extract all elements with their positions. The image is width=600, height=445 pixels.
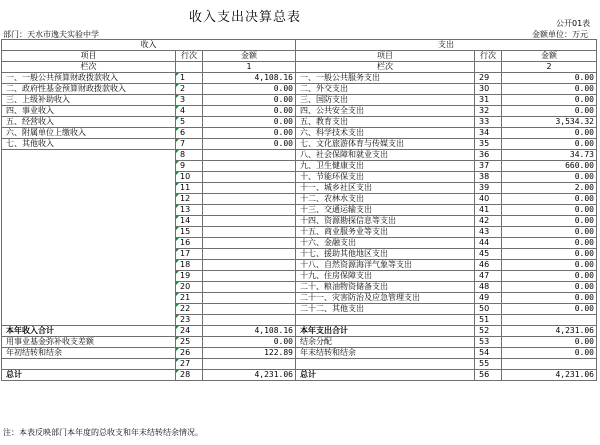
table-row bbox=[2, 95, 597, 106]
expense-amount-cell: 3,534.32 bbox=[502, 117, 597, 128]
income-line-cell: 8 bbox=[176, 150, 203, 161]
income-item-cell bbox=[2, 359, 176, 370]
income-col-number: 1 bbox=[203, 62, 296, 73]
expense-seq-label: 栏次 bbox=[296, 62, 475, 73]
expense-amount-cell: 0.00 bbox=[502, 249, 597, 260]
expense-amount-cell: 0.00 bbox=[502, 205, 597, 216]
expense-item-cell: 四、公共安全支出 bbox=[296, 106, 475, 117]
expense-amount-cell: 0.00 bbox=[502, 282, 597, 293]
report-title: 收入支出决算总表 bbox=[188, 10, 301, 25]
column-number-row bbox=[2, 62, 597, 73]
expense-line-cell: 53 bbox=[475, 337, 502, 348]
expense-line-cell: 50 bbox=[475, 304, 502, 315]
income-item-cell: 四、事业收入 bbox=[2, 106, 176, 117]
income-line-cell: 14 bbox=[176, 216, 203, 227]
income-line-cell: 18 bbox=[176, 260, 203, 271]
expense-line-cell: 38 bbox=[475, 172, 502, 183]
expense-item-cell: 十八、自然资源海洋气象等支出 bbox=[296, 260, 475, 271]
income-item-cell bbox=[2, 315, 176, 326]
expense-line-cell: 32 bbox=[475, 106, 502, 117]
expense-amount-cell: 2.00 bbox=[502, 183, 597, 194]
expense-amount-cell: 0.00 bbox=[502, 304, 597, 315]
expense-line-cell: 34 bbox=[475, 128, 502, 139]
section-header-row bbox=[2, 40, 597, 51]
expense-item-cell: 八、社会保障和就业支出 bbox=[296, 150, 475, 161]
expense-item-cell: 二、外交支出 bbox=[296, 84, 475, 95]
income-item-cell: 本年收入合计 bbox=[2, 326, 176, 337]
expense-item-cell: 十二、农林水支出 bbox=[296, 194, 475, 205]
income-amount-cell: 122.89 bbox=[203, 348, 296, 359]
income-line-cell: 1 bbox=[176, 73, 203, 84]
footnote: 注：本表反映部门本年度的总收支和年末结转结余情况。 bbox=[3, 428, 203, 437]
expense-amount-cell: 0.00 bbox=[502, 293, 597, 304]
expense-amount-cell: 0.00 bbox=[502, 128, 597, 139]
income-amount-cell bbox=[203, 359, 296, 370]
expense-amount-cell: 0.00 bbox=[502, 216, 597, 227]
expense-item-cell bbox=[296, 315, 475, 326]
year-total-row bbox=[2, 326, 597, 337]
expense-amount-cell: 0.00 bbox=[502, 95, 597, 106]
income-item-cell bbox=[2, 260, 176, 271]
table-row bbox=[2, 304, 597, 315]
expense-line-cell: 31 bbox=[475, 95, 502, 106]
income-line-cell: 5 bbox=[176, 117, 203, 128]
income-item-cell bbox=[2, 238, 176, 249]
income-amount-cell bbox=[203, 315, 296, 326]
income-amount-cell bbox=[203, 205, 296, 216]
expense-line-cell: 44 bbox=[475, 238, 502, 249]
expense-line-cell: 29 bbox=[475, 73, 502, 84]
table-row bbox=[2, 128, 597, 139]
expense-item-cell: 七、文化旅游体育与传媒支出 bbox=[296, 139, 475, 150]
income-line-cell: 17 bbox=[176, 249, 203, 260]
expense-amount-cell: 0.00 bbox=[502, 139, 597, 150]
income-amount-cell: 0.00 bbox=[203, 95, 296, 106]
form-code: 公开01表 bbox=[556, 19, 591, 28]
income-item-cell bbox=[2, 216, 176, 227]
income-amount-cell: 0.00 bbox=[203, 337, 296, 348]
income-line-cell: 22 bbox=[176, 304, 203, 315]
expense-seq-blank bbox=[475, 62, 502, 73]
income-amount-cell bbox=[203, 227, 296, 238]
expense-line-cell: 39 bbox=[475, 183, 502, 194]
income-amount-cell: 0.00 bbox=[203, 128, 296, 139]
income-amount-cell: 0.00 bbox=[203, 139, 296, 150]
expense-item-cell: 十四、资源勘探信息等支出 bbox=[296, 216, 475, 227]
income-amount-cell: 4,108.16 bbox=[203, 73, 296, 84]
income-amount-cell: 0.00 bbox=[203, 84, 296, 95]
table-row bbox=[2, 205, 597, 216]
expense-line-cell: 37 bbox=[475, 161, 502, 172]
expense-line-cell: 46 bbox=[475, 260, 502, 271]
table-row bbox=[2, 216, 597, 227]
expense-item-cell: 二十二、其他支出 bbox=[296, 304, 475, 315]
table-row bbox=[2, 293, 597, 304]
income-amount-cell bbox=[203, 282, 296, 293]
income-item-cell bbox=[2, 172, 176, 183]
expense-amount-cell bbox=[502, 315, 597, 326]
table-row bbox=[2, 271, 597, 282]
income-amount-cell bbox=[203, 260, 296, 271]
expense-item-header: 项目 bbox=[296, 51, 475, 62]
income-amount-cell bbox=[203, 150, 296, 161]
income-item-cell bbox=[2, 249, 176, 260]
expense-item-cell: 十三、交通运输支出 bbox=[296, 205, 475, 216]
income-item-cell bbox=[2, 194, 176, 205]
expense-line-cell: 41 bbox=[475, 205, 502, 216]
expense-line-cell: 56 bbox=[475, 370, 502, 381]
income-line-cell: 24 bbox=[176, 326, 203, 337]
income-line-cell: 7 bbox=[176, 139, 203, 150]
expense-line-cell: 48 bbox=[475, 282, 502, 293]
income-item-cell bbox=[2, 227, 176, 238]
expense-item-cell: 年末结转和结余 bbox=[296, 348, 475, 359]
income-item-cell: 六、附属单位上缴收入 bbox=[2, 128, 176, 139]
expense-item-cell: 十、节能环保支出 bbox=[296, 172, 475, 183]
income-line-cell: 12 bbox=[176, 194, 203, 205]
income-amount-cell bbox=[203, 304, 296, 315]
expense-item-cell: 总计 bbox=[296, 370, 475, 381]
table-row bbox=[2, 106, 597, 117]
income-item-cell bbox=[2, 304, 176, 315]
income-item-cell bbox=[2, 282, 176, 293]
expense-item-cell: 十五、商业服务业等支出 bbox=[296, 227, 475, 238]
expense-item-cell: 十六、金融支出 bbox=[296, 238, 475, 249]
expense-line-cell: 33 bbox=[475, 117, 502, 128]
income-amount-cell bbox=[203, 216, 296, 227]
income-line-cell: 25 bbox=[176, 337, 203, 348]
income-line-cell: 26 bbox=[176, 348, 203, 359]
expense-line-cell: 55 bbox=[475, 359, 502, 370]
expense-line-cell: 47 bbox=[475, 271, 502, 282]
expense-amount-header: 金额 bbox=[502, 51, 597, 62]
expense-amount-cell: 0.00 bbox=[502, 227, 597, 238]
income-item-cell: 用事业基金弥补收支差额 bbox=[2, 337, 176, 348]
income-line-cell: 11 bbox=[176, 183, 203, 194]
expense-line-cell: 49 bbox=[475, 293, 502, 304]
table-row bbox=[2, 315, 597, 326]
expense-item-cell bbox=[296, 359, 475, 370]
expense-item-cell: 二十一、灾害防治及应急管理支出 bbox=[296, 293, 475, 304]
income-line-cell: 9 bbox=[176, 161, 203, 172]
expense-line-header: 行次 bbox=[475, 51, 502, 62]
expense-line-cell: 51 bbox=[475, 315, 502, 326]
table-row bbox=[2, 73, 597, 84]
expense-item-cell: 六、科学技术支出 bbox=[296, 128, 475, 139]
income-item-cell bbox=[2, 150, 176, 161]
income-amount-header: 金额 bbox=[203, 51, 296, 62]
income-amount-cell bbox=[203, 161, 296, 172]
expense-line-cell: 54 bbox=[475, 348, 502, 359]
expense-line-cell: 36 bbox=[475, 150, 502, 161]
table-row bbox=[2, 139, 597, 150]
expense-line-cell: 43 bbox=[475, 227, 502, 238]
income-amount-cell bbox=[203, 271, 296, 282]
income-line-cell: 2 bbox=[176, 84, 203, 95]
expense-item-cell: 结余分配 bbox=[296, 337, 475, 348]
department-label: 部门：天水市逸夫实验中学 bbox=[3, 30, 99, 39]
income-line-cell: 28 bbox=[176, 370, 203, 381]
expense-amount-cell: 0.00 bbox=[502, 172, 597, 183]
income-line-cell: 23 bbox=[176, 315, 203, 326]
grand-total-row bbox=[2, 370, 597, 381]
table-row bbox=[2, 172, 597, 183]
income-amount-cell bbox=[203, 293, 296, 304]
income-line-cell: 19 bbox=[176, 271, 203, 282]
expense-line-cell: 45 bbox=[475, 249, 502, 260]
income-item-cell bbox=[2, 293, 176, 304]
income-line-cell: 6 bbox=[176, 128, 203, 139]
income-line-header: 行次 bbox=[176, 51, 203, 62]
income-line-cell: 16 bbox=[176, 238, 203, 249]
income-item-cell: 二、政府性基金预算财政拨款收入 bbox=[2, 84, 176, 95]
expense-line-cell: 52 bbox=[475, 326, 502, 337]
income-section-header: 收入 bbox=[2, 40, 296, 51]
income-item-cell bbox=[2, 161, 176, 172]
table-row bbox=[2, 84, 597, 95]
table-row bbox=[2, 227, 597, 238]
income-expense-table bbox=[1, 39, 597, 381]
income-amount-cell bbox=[203, 172, 296, 183]
table-row bbox=[2, 238, 597, 249]
expense-amount-cell: 0.00 bbox=[502, 260, 597, 271]
income-line-cell: 21 bbox=[176, 293, 203, 304]
income-line-cell: 10 bbox=[176, 172, 203, 183]
expense-line-cell: 40 bbox=[475, 194, 502, 205]
income-item-cell bbox=[2, 183, 176, 194]
expense-amount-cell: 0.00 bbox=[502, 73, 597, 84]
expense-amount-cell: 0.00 bbox=[502, 271, 597, 282]
income-amount-cell bbox=[203, 249, 296, 260]
expense-amount-cell: 0.00 bbox=[502, 348, 597, 359]
expense-amount-cell: 0.00 bbox=[502, 194, 597, 205]
table-row bbox=[2, 260, 597, 271]
income-amount-cell: 4,231.06 bbox=[203, 370, 296, 381]
income-amount-cell: 4,108.16 bbox=[203, 326, 296, 337]
expense-item-cell: 本年支出合计 bbox=[296, 326, 475, 337]
expense-item-cell: 三、国防支出 bbox=[296, 95, 475, 106]
income-line-cell: 13 bbox=[176, 205, 203, 216]
income-line-cell: 15 bbox=[176, 227, 203, 238]
expense-amount-cell: 34.73 bbox=[502, 150, 597, 161]
expense-item-cell: 五、教育支出 bbox=[296, 117, 475, 128]
expense-line-cell: 35 bbox=[475, 139, 502, 150]
income-amount-cell: 0.00 bbox=[203, 106, 296, 117]
income-item-cell: 五、经营收入 bbox=[2, 117, 176, 128]
income-item-header: 项目 bbox=[2, 51, 176, 62]
expense-line-cell: 42 bbox=[475, 216, 502, 227]
table-row bbox=[2, 194, 597, 205]
income-item-cell: 一、一般公共预算财政拨款收入 bbox=[2, 73, 176, 84]
expense-item-cell: 九、卫生健康支出 bbox=[296, 161, 475, 172]
income-amount-cell bbox=[203, 194, 296, 205]
income-seq-blank bbox=[176, 62, 203, 73]
income-line-cell: 27 bbox=[176, 359, 203, 370]
expense-amount-cell: 4,231.06 bbox=[502, 370, 597, 381]
table-row bbox=[2, 282, 597, 293]
expense-amount-cell bbox=[502, 359, 597, 370]
income-seq-label: 栏次 bbox=[2, 62, 176, 73]
income-item-cell bbox=[2, 271, 176, 282]
table-row bbox=[2, 117, 597, 128]
income-item-cell: 年初结转和结余 bbox=[2, 348, 176, 359]
income-line-cell: 20 bbox=[176, 282, 203, 293]
table-row bbox=[2, 183, 597, 194]
income-line-cell: 4 bbox=[176, 106, 203, 117]
income-amount-cell: 0.00 bbox=[203, 117, 296, 128]
income-item-cell: 七、其他收入 bbox=[2, 139, 176, 150]
expense-amount-cell: 0.00 bbox=[502, 106, 597, 117]
expense-item-cell: 十九、住房保障支出 bbox=[296, 271, 475, 282]
column-header-row bbox=[2, 51, 597, 62]
unit-label: 金额单位：万元 bbox=[532, 30, 588, 39]
table-row bbox=[2, 150, 597, 161]
expense-section-header: 支出 bbox=[296, 40, 597, 51]
expense-item-cell: 一、一般公共服务支出 bbox=[296, 73, 475, 84]
table-row bbox=[2, 249, 597, 260]
expense-item-cell: 十一、城乡社区支出 bbox=[296, 183, 475, 194]
expense-item-cell: 二十、粮油物资储备支出 bbox=[296, 282, 475, 293]
expense-amount-cell: 660.00 bbox=[502, 161, 597, 172]
expense-amount-cell: 0.00 bbox=[502, 238, 597, 249]
expense-amount-cell: 0.00 bbox=[502, 84, 597, 95]
income-item-cell: 总计 bbox=[2, 370, 176, 381]
income-item-cell bbox=[2, 205, 176, 216]
income-line-cell: 3 bbox=[176, 95, 203, 106]
adjustment-row bbox=[2, 348, 597, 359]
adjustment-row bbox=[2, 359, 597, 370]
adjustment-row bbox=[2, 337, 597, 348]
income-amount-cell bbox=[203, 238, 296, 249]
expense-col-number: 2 bbox=[502, 62, 597, 73]
table-row bbox=[2, 161, 597, 172]
expense-amount-cell: 4,231.06 bbox=[502, 326, 597, 337]
income-item-cell: 三、上级补助收入 bbox=[2, 95, 176, 106]
expense-amount-cell: 0.00 bbox=[502, 337, 597, 348]
expense-item-cell: 十七、援助其他地区支出 bbox=[296, 249, 475, 260]
expense-line-cell: 30 bbox=[475, 84, 502, 95]
income-amount-cell bbox=[203, 183, 296, 194]
